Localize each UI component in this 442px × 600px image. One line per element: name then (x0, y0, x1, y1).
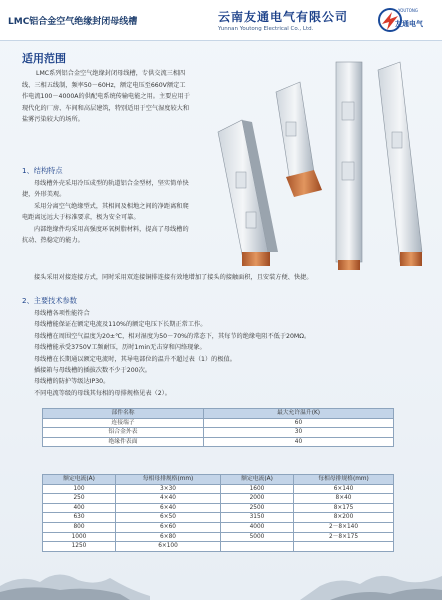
table-cell: 8×175 (294, 503, 394, 513)
structure-paragraphs (22, 178, 192, 246)
intro-text: LMC系列铝合金空气绝缘封闭母线槽，专供交流三相四线、三相五线制，频率50－60Hz，额定电压至660V额定工作电流100－4000A的供配电系统传输电能之用。主要应用于现代化的厂房、车间和高层建筑，特别适用于空气湿度较大和盐雾污染较大的场所。 (22, 70, 190, 123)
table-header-cell: 部件名称 (43, 409, 204, 419)
table-cell: 6×50 (116, 513, 221, 523)
busway-product-image (196, 52, 432, 277)
table-header-row (43, 409, 394, 419)
table-cell (294, 542, 394, 552)
table-cell: 40 (204, 437, 394, 447)
temperature-rise-table (42, 408, 394, 447)
table-row (43, 484, 394, 494)
intro-paragraph (22, 68, 190, 126)
company-name-en: Yunnan Youtong Electrical Co., Ltd. (218, 26, 314, 32)
table-header-cell: 额定电流(A) (43, 475, 116, 485)
table-cell: 4×40 (116, 494, 221, 504)
tech-params-heading: 2、主要技术参数 (22, 296, 77, 305)
table-cell: 1600 (221, 484, 294, 494)
table-cell: 100 (43, 484, 116, 494)
table-row (43, 428, 394, 438)
param-line: 母线槽各项性能符合 (34, 310, 90, 317)
table-row (43, 522, 394, 532)
table-row (43, 503, 394, 513)
table-cell: 630 (43, 513, 116, 523)
logo-subtext: YOUTONG (398, 8, 418, 13)
table-cell (221, 542, 294, 552)
param-line: 母线槽能保证在额定电流及110%的额定电压下长期正常工作。 (34, 321, 207, 329)
table-cell: 2－8×175 (294, 532, 394, 542)
structure-para-1: 母线槽外壳采用冷压成型的轨道铝合金型材，坚实简单快捷，外形美观。 (22, 180, 189, 199)
table-cell: 30 (204, 428, 394, 438)
table-cell: 2－8×140 (294, 522, 394, 532)
table-cell: 8×200 (294, 513, 394, 523)
param-line: 母线槽在长期通以额定电流时，其导电部位的温升不超过表（1）的极值。 (34, 355, 236, 363)
param-line: 母线槽能承受3750V工频耐压，历时1min无击穿和闪络现象。 (34, 344, 206, 352)
table-row (43, 532, 394, 542)
table-cell: 铝合金外表 (43, 428, 204, 438)
table-row (43, 494, 394, 504)
table-cell: 6×60 (116, 522, 221, 532)
table-cell: 800 (43, 522, 116, 532)
table-cell: 60 (204, 418, 394, 428)
table-row (43, 418, 394, 428)
structure-para-2: 采用分离空气绝缘型式，其相间及相地之间的净距离和爬电距离远远大于标准要求，极为安全可靠。 (22, 202, 189, 222)
table-cell: 连接端子 (43, 418, 204, 428)
busbar-spec-table (42, 474, 394, 552)
table-cell: 2500 (221, 503, 294, 513)
joint-paragraph (22, 272, 432, 283)
table-header-row (43, 475, 394, 485)
param-line: 插接箱与母线槽的插拔次数不少于200次。 (34, 367, 151, 375)
table-cell: 6×140 (294, 484, 394, 494)
table-cell: 3×30 (116, 484, 221, 494)
page-title: LMC铝合金空气绝缘封闭母线槽 (8, 17, 138, 27)
param-line: 母线槽在周围空气温度为20±℃，相对湿度为50－70%的常态下，其每节的绝缘电阻不低于20MΩ。 (34, 332, 311, 340)
section-title: 适用范围 (22, 52, 66, 65)
table-row (43, 542, 394, 552)
param-line: 不同电流等级的母线其每相的母排规格见表（2）。 (34, 389, 171, 397)
table-cell: 6×80 (116, 532, 221, 542)
structure-heading: 1、结构特点 (22, 166, 63, 175)
logo-text: 友通电气 (395, 20, 423, 28)
structure-para-3: 内部绝缘件均采用高强度环氧树脂材料，提高了母线槽的抗动、热稳定的能力。 (22, 225, 189, 245)
table-cell: 6×100 (116, 542, 221, 552)
page-header (0, 0, 442, 41)
table-cell: 1250 (43, 542, 116, 552)
table-cell: 4000 (221, 522, 294, 532)
ink-mountain-decoration (0, 556, 442, 600)
table-row (43, 437, 394, 447)
table-row (43, 513, 394, 523)
table-cell: 250 (43, 494, 116, 504)
table-cell: 8×40 (294, 494, 394, 504)
table-cell: 1000 (43, 532, 116, 542)
tech-params-list (22, 308, 432, 399)
table-cell: 3150 (221, 513, 294, 523)
table-cell: 绝缘件表面 (43, 437, 204, 447)
table-cell: 6×40 (116, 503, 221, 513)
table-cell: 2000 (221, 494, 294, 504)
table-header-cell: 最大允许温升(K) (204, 409, 394, 419)
company-name-cn: 云南友通电气有限公司 (218, 10, 349, 24)
table-header-cell: 额定电流(A) (221, 475, 294, 485)
table-cell: 5000 (221, 532, 294, 542)
joint-text: 接头采用对接连接方式，同时采用双连接铜排连接有效地增加了接头的接触面积，且安装方便、快捷。 (34, 274, 313, 281)
table-cell: 400 (43, 503, 116, 513)
table-header-cell: 每相母排规格(mm) (294, 475, 394, 485)
table-header-cell: 每相母排规格(mm) (116, 475, 221, 485)
param-line: 母线槽的防护等级达IP30。 (34, 378, 110, 386)
